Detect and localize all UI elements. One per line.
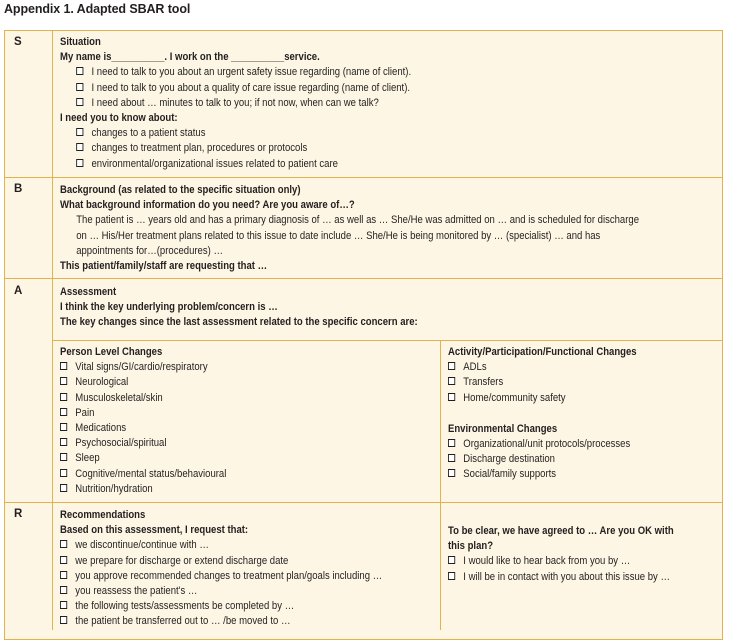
checkbox[interactable] (60, 362, 67, 370)
checkbox[interactable] (76, 143, 83, 151)
section-letter-r: R (14, 508, 23, 520)
recommendation-item[interactable]: we prepare for discharge or extend discharge date (60, 554, 400, 569)
section-letter-s: S (14, 36, 22, 48)
person-level-changes (60, 345, 435, 497)
recommendations-request: Based on this assessment, I request that: (60, 524, 249, 537)
checkbox[interactable] (448, 362, 455, 370)
row-divider-a-r (4, 502, 723, 503)
checkbox[interactable] (60, 556, 67, 564)
checkbox[interactable] (60, 484, 67, 492)
background-question: What background information do you need? Are you aware of…? (60, 199, 355, 212)
checkbox[interactable] (60, 438, 67, 446)
agreement-section (448, 524, 720, 585)
assessment-section (60, 285, 720, 331)
background-heading: Background (as related to the specific situation only) (60, 184, 301, 196)
checkbox[interactable] (448, 393, 455, 401)
agreement-item[interactable]: I will be in contact with you about this issue by … (448, 570, 693, 585)
checkbox[interactable] (60, 393, 67, 401)
checkbox[interactable] (448, 439, 455, 447)
checkbox[interactable] (60, 571, 67, 579)
person-heading: Person Level Changes (60, 346, 163, 358)
background-text-line: The patient is … years old and has a primary diagnosis of … as well as … She/He was admitted on … and is scheduled for discharge (76, 214, 640, 227)
checkbox[interactable] (448, 377, 455, 385)
activity-environment-changes (448, 345, 720, 483)
recommendation-item[interactable]: you reassess the patient's … (60, 584, 400, 599)
assessment-line-2: The key changes since the last assessment related to the specific concern are: (60, 316, 418, 329)
person-item[interactable]: Neurological (60, 375, 398, 390)
activity-item[interactable]: Transfers (448, 375, 693, 390)
background-section (60, 183, 720, 274)
need-to-know-heading: I need you to know about: (60, 112, 178, 125)
situation-item[interactable]: I need to talk to you about a quality of care issue regarding (name of client). (60, 81, 654, 96)
agreement-line-1: To be clear, we have agreed to … Are you OK with (448, 525, 674, 537)
checkbox[interactable] (76, 83, 83, 91)
checkbox[interactable] (76, 67, 83, 75)
checkbox[interactable] (76, 159, 83, 167)
checkbox[interactable] (60, 601, 67, 609)
agreement-line-2: this plan? (448, 540, 494, 553)
person-item[interactable]: Musculoskeletal/skin (60, 391, 398, 406)
environment-heading: Environmental Changes (448, 422, 558, 435)
column-divider-a (440, 340, 441, 502)
activity-heading: Activity/Participation/Functional Changes (448, 346, 637, 358)
environment-item[interactable]: Social/family supports (448, 467, 693, 482)
background-text-line: on … His/Her treatment plans related to this issue to date include … She/He is being monitored by … (specialist) … and has (76, 229, 601, 242)
environment-item[interactable]: Organizational/unit protocols/processes (448, 437, 693, 452)
checkbox[interactable] (60, 540, 67, 548)
situation-item[interactable]: I need about … minutes to talk to you; if not now, when can we talk? (60, 96, 654, 111)
activity-item[interactable]: Home/community safety (448, 391, 693, 406)
assessment-heading: Assessment (60, 286, 117, 298)
row-divider-b-a (4, 278, 723, 279)
recommendations-section (60, 508, 438, 630)
letter-column-divider (52, 30, 53, 630)
recommendations-heading: Recommendations (60, 509, 146, 521)
need-item[interactable]: environmental/organizational issues related to patient care (60, 157, 654, 172)
person-item[interactable]: Cognitive/mental status/behavioural (60, 467, 398, 482)
checkbox[interactable] (448, 469, 455, 477)
checkbox[interactable] (60, 469, 67, 477)
checkbox[interactable] (76, 98, 83, 106)
person-item[interactable]: Medications (60, 421, 398, 436)
section-letter-a: A (14, 285, 23, 297)
person-item[interactable]: Pain (60, 406, 398, 421)
checkbox[interactable] (448, 454, 455, 462)
situation-intro: My name is__________. I work on the __________service. (60, 51, 320, 64)
agreement-item[interactable]: I would like to hear back from you by … (448, 554, 693, 569)
situation-item[interactable]: I need to talk to you about an urgent safety issue regarding (name of client). (60, 65, 654, 80)
activity-item[interactable]: ADLs (448, 360, 693, 375)
column-divider-r (440, 502, 441, 630)
checkbox[interactable] (76, 128, 83, 136)
recommendation-item[interactable]: the following tests/assessments be completed by … (60, 599, 400, 614)
person-item[interactable]: Nutrition/hydration (60, 482, 398, 497)
situation-section (60, 35, 720, 172)
checkbox[interactable] (60, 586, 67, 594)
background-text-line: appointments for…(procedures) … (76, 244, 223, 257)
row-divider-a-split (52, 340, 723, 341)
checkbox[interactable] (60, 377, 67, 385)
person-item[interactable]: Psychosocial/spiritual (60, 436, 398, 451)
recommendation-item[interactable]: we discontinue/continue with … (60, 538, 400, 553)
checkbox[interactable] (60, 423, 67, 431)
section-letter-b: B (14, 183, 23, 195)
checkbox[interactable] (448, 572, 455, 580)
page-title: Appendix 1. Adapted SBAR tool (4, 2, 191, 16)
checkbox[interactable] (60, 616, 67, 624)
environment-item[interactable]: Discharge destination (448, 452, 693, 467)
checkbox[interactable] (448, 556, 455, 564)
need-item[interactable]: changes to a patient status (60, 126, 654, 141)
person-item[interactable]: Sleep (60, 451, 398, 466)
recommendation-item[interactable]: the patient be transferred out to … /be moved to … (60, 614, 400, 629)
checkbox[interactable] (60, 453, 67, 461)
situation-heading: Situation (60, 36, 101, 48)
need-item[interactable]: changes to treatment plan, procedures or protocols (60, 141, 654, 156)
background-request: This patient/family/staff are requesting that … (60, 260, 268, 273)
row-divider-s-b (4, 177, 723, 178)
assessment-line-1: I think the key underlying problem/concern is … (60, 301, 278, 314)
person-item[interactable]: Vital signs/GI/cardio/respiratory (60, 360, 398, 375)
recommendation-item[interactable]: you approve recommended changes to treatment plan/goals including … (60, 569, 400, 584)
checkbox[interactable] (60, 408, 67, 416)
